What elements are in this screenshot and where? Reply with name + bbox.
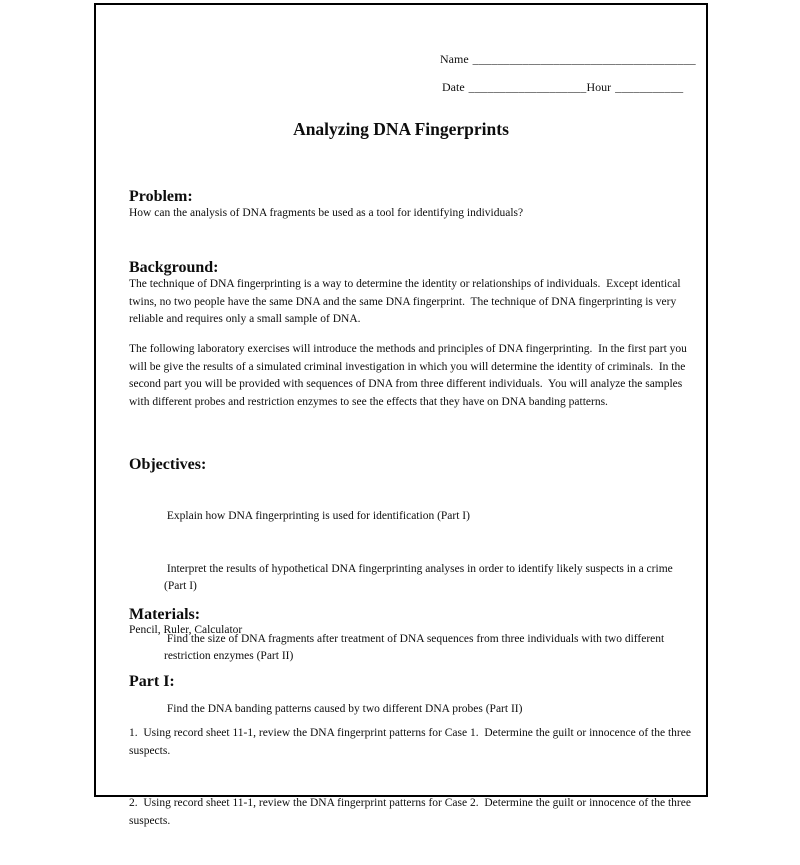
section-heading-materials: Materials: xyxy=(129,606,201,623)
section-heading-objectives: Objectives: xyxy=(129,456,207,473)
name-blank-line: ____________________________________ xyxy=(472,52,696,66)
part1-steps xyxy=(129,690,693,865)
section-heading-problem: Problem: xyxy=(129,188,193,205)
date-hour-field-row xyxy=(430,63,683,111)
objective-item: Find the DNA banding patterns caused by two different DNA probes (Part II) xyxy=(164,702,523,715)
objective-item: Explain how DNA fingerprinting is used for identification (Part I) xyxy=(164,510,470,522)
name-label: Name xyxy=(440,52,469,66)
materials-body: Pencil, Ruler, Calculator xyxy=(129,624,243,636)
hour-label: Hour xyxy=(586,80,612,94)
date-label: Date xyxy=(442,80,465,94)
hour-blank-line: ___________ xyxy=(615,80,684,94)
worksheet-title: Analyzing DNA Fingerprints xyxy=(293,119,509,139)
worksheet-page xyxy=(94,3,708,827)
problem-body: How can the analysis of DNA fragments be used as a tool for identifying individuals? xyxy=(129,207,524,219)
date-blank-line: ___________________ xyxy=(468,80,587,94)
section-heading-background: Background: xyxy=(129,259,219,276)
objective-item: Find the size of DNA fragments after treatment of DNA sequences from three individuals with two different restriction enzymes (Part II) xyxy=(164,632,668,662)
background-paragraph-1: The technique of DNA fingerprinting is a way to determine the identity or relationships of individuals. Except identical twins, no two people have the same DNA and the same DNA fingerprint. The technique of DNA fingerprinting is very reliable and requires only a small sample of DNA. xyxy=(129,278,684,325)
section-heading-part1: Part I: xyxy=(129,673,175,690)
part1-step: 2. Using record sheet 11-1, review the DNA fingerprint patterns for Case 2. Determine the guilt or innocence of the three suspects. xyxy=(129,797,694,827)
objective-item: Interpret the results of hypothetical DNA fingerprinting analyses in order to identify likely suspects in a crime (Part I) xyxy=(164,562,676,592)
background-paragraph-2: The following laboratory exercises will introduce the methods and principles of DNA fingerprinting. In the first part you will be give the results of a simulated criminal investigation in which you will determine the identity of criminals. In the second part you will be provided with sequences of DNA from three different individuals. You will analyze the samples with different probes and restriction enzymes to see the effects that they have on DNA banding patterns. xyxy=(129,343,690,408)
part1-step: 1. Using record sheet 11-1, review the DNA fingerprint patterns for Case 1. Determine the guilt or innocence of the three suspects. xyxy=(129,727,694,757)
